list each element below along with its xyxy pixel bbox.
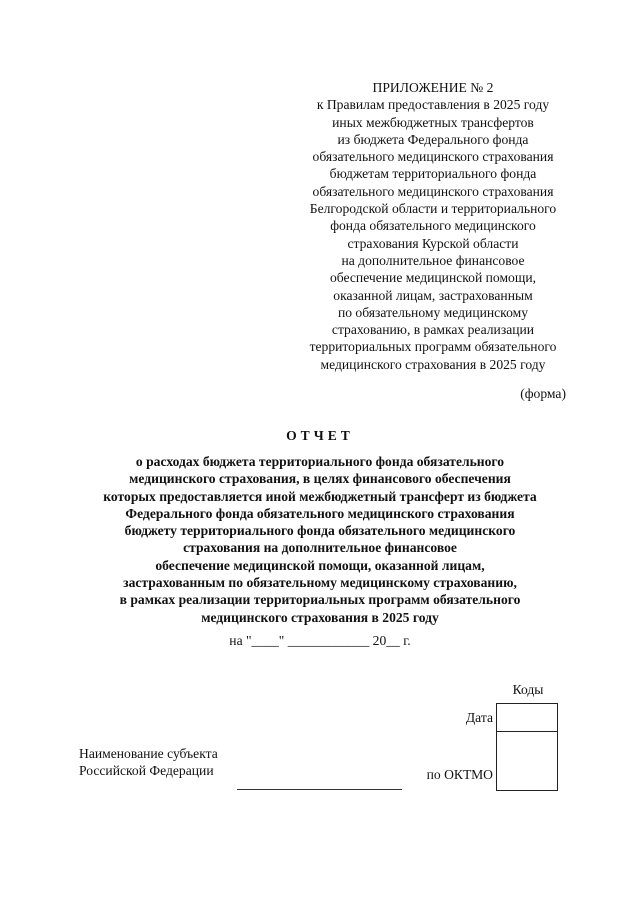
report-subtitle-line: обеспечение медицинской помощи, оказанной лицам, [155,557,485,573]
appendix-line: страхования Курской области [347,235,519,251]
report-subtitle-line: о расходах бюджета территориального фонда обязательного [135,454,505,469]
appendix-line: на дополнительное финансовое [341,252,525,268]
report-subtitle-line: бюджету территориального фонда обязательного медицинского [124,523,516,539]
subject-name-label-line: Российской Федерации [79,763,214,779]
date-code-box[interactable] [496,703,558,732]
report-title: ОТЧЕТ [286,428,354,443]
oktmo-label: по ОКТМО [426,767,493,782]
appendix-line: иных межбюджетных трансфертов [332,114,534,130]
report-subtitle-line: застрахованным по обязательному медицинскому страхованию, [123,575,517,591]
report-subtitle-line: медицинского страхования, в целях финансового обеспечения [129,471,511,487]
report-subtitle-line: Федерального фонда обязательного медицинского страхования [125,505,515,521]
oktmo-code-box[interactable] [496,731,558,791]
report-subtitle-line: страхования на дополнительное финансовое [183,540,457,556]
appendix-line: медицинского страхования в 2025 году [320,356,546,372]
appendix-line: фонда обязательного медицинского [330,218,536,234]
appendix-line: страхованию, в рамках реализации [331,322,535,338]
appendix-line: оказанной лицам, застрахованным [333,287,533,303]
report-subtitle-line: которых предоставляется иной межбюджетный трансферт из бюджета [103,488,537,504]
appendix-block [282,79,584,373]
report-subtitle [40,453,600,626]
codes-header: Коды [512,682,544,697]
subject-name-label [79,745,218,780]
appendix-line: обязательного медицинского страхования [312,183,554,199]
subject-name-label-line: Наименование субъекта [79,746,218,761]
appendix-number: ПРИЛОЖЕНИЕ № 2 [372,80,494,95]
form-note: (форма) [520,386,566,401]
appendix-line: обеспечение медицинской помощи, [329,270,536,286]
report-subtitle-line: в рамках реализации территориальных программ обязательного [119,592,521,608]
appendix-line: Белгородской области и территориального [309,201,557,217]
appendix-line: по обязательному медицинскому [337,304,529,320]
date-label: Дата [465,710,493,725]
subject-name-field[interactable] [237,789,402,790]
appendix-line: территориальных программ обязательного [309,339,557,355]
report-subtitle-line: медицинского страхования в 2025 году [201,609,439,625]
appendix-line: обязательного медицинского страхования [312,149,554,165]
report-date-line: на "____" ____________ 20__ г. [229,633,411,648]
appendix-line: бюджетам территориального фонда [329,166,537,182]
appendix-line: из бюджета Федерального фонда [337,131,529,147]
appendix-line: к Правилам предоставления в 2025 году [316,97,550,113]
